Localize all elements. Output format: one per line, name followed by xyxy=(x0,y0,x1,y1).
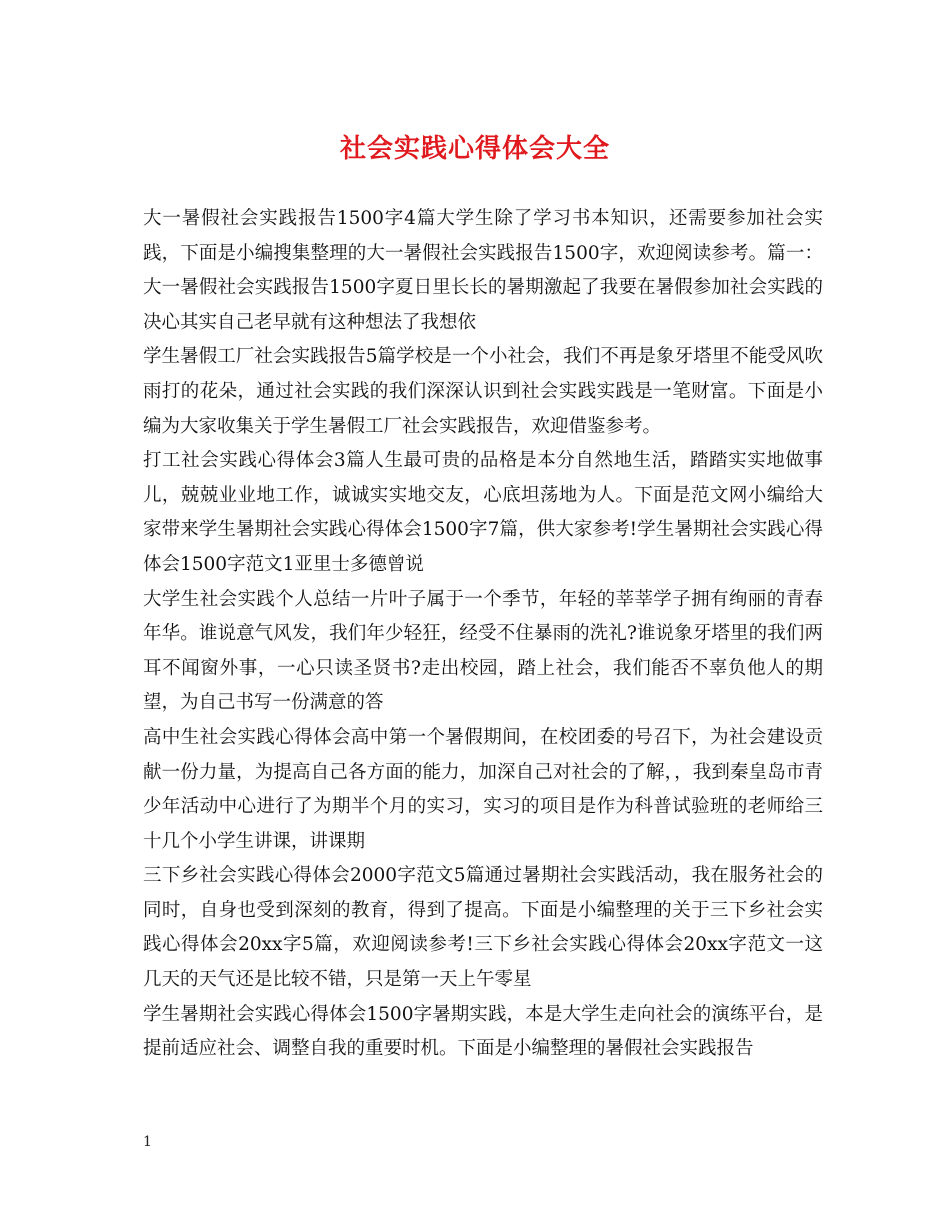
paragraph-5: 高中生社会实践心得体会高中第一个暑假期间，在校团委的号召下，为社会建设贡献一份力量，为提高自己各方面的能力，加深自己对社会的了解，，我到秦皇岛市青少年活动中心进行了为期半个月的实习，实习的项目是作为科普试验班的老师给三十几个小学生讲课，讲课期 xyxy=(143,726,823,852)
paragraph-2: 学生暑假工厂社会实践报告5篇学校是一个小社会，我们不再是象牙塔里不能受风吹雨打的花朵，通过社会实践的我们深深认识到社会实践实践是一笔财富。下面是小编为大家收集关于学生暑假工厂社会实践报告，欢迎借鉴参考。 xyxy=(143,346,823,437)
page-title: 社会实践心得体会大全 xyxy=(339,134,610,164)
paragraph-1: 大一暑假社会实践报告1500字4篇大学生除了学习书本知识，还需要参加社会实践，下面是小编搜集整理的大一暑假社会实践报告1500字，欢迎阅读参考。篇一：大一暑假社会实践报告1500字夏日里长长的暑期激起了我要在暑假参加社会实践的决心其实自己老早就有这种想法了我想依 xyxy=(143,208,823,333)
paragraph-4: 大学生社会实践个人总结一片叶子属于一个季节，年轻的莘莘学子拥有绚丽的青春年华。谁说意气风发，我们年少轻狂，经受不住暴雨的洗礼?谁说象牙塔里的我们两耳不闻窗外事，一心只读圣贤书?走出校园，踏上社会，我们能否不辜负他人的期望，为自己书写一份满意的答 xyxy=(143,588,823,714)
page-number: 1 xyxy=(143,1134,152,1150)
paragraph-3: 打工社会实践心得体会3篇人生最可贵的品格是本分自然地生活，踏踏实实地做事儿，兢兢业业地工作，诚诚实实地交友，心底坦荡地为人。下面是范文网小编给大家带来学生暑期社会实践心得体会1500字7篇，供大家参考!学生暑期社会实践心得体会1500字范文1亚里士多德曾说 xyxy=(143,450,823,575)
document-body xyxy=(143,202,823,1067)
paragraph-6: 三下乡社会实践心得体会2000字范文5篇通过暑期社会实践活动，我在服务社会的同时，自身也受到深刻的教育，得到了提高。下面是小编整理的关于三下乡社会实践心得体会20xx字5篇，欢迎阅读参考!三下乡社会实践心得体会20xx字范文一这几天的天气还是比较不错，只是第一天上午零星 xyxy=(143,865,823,991)
paragraph-7: 学生暑期社会实践心得体会1500字暑期实践，本是大学生走向社会的演练平台，是提前适应社会、调整自我的重要时机。下面是小编整理的暑假社会实践报告 xyxy=(143,1003,823,1060)
